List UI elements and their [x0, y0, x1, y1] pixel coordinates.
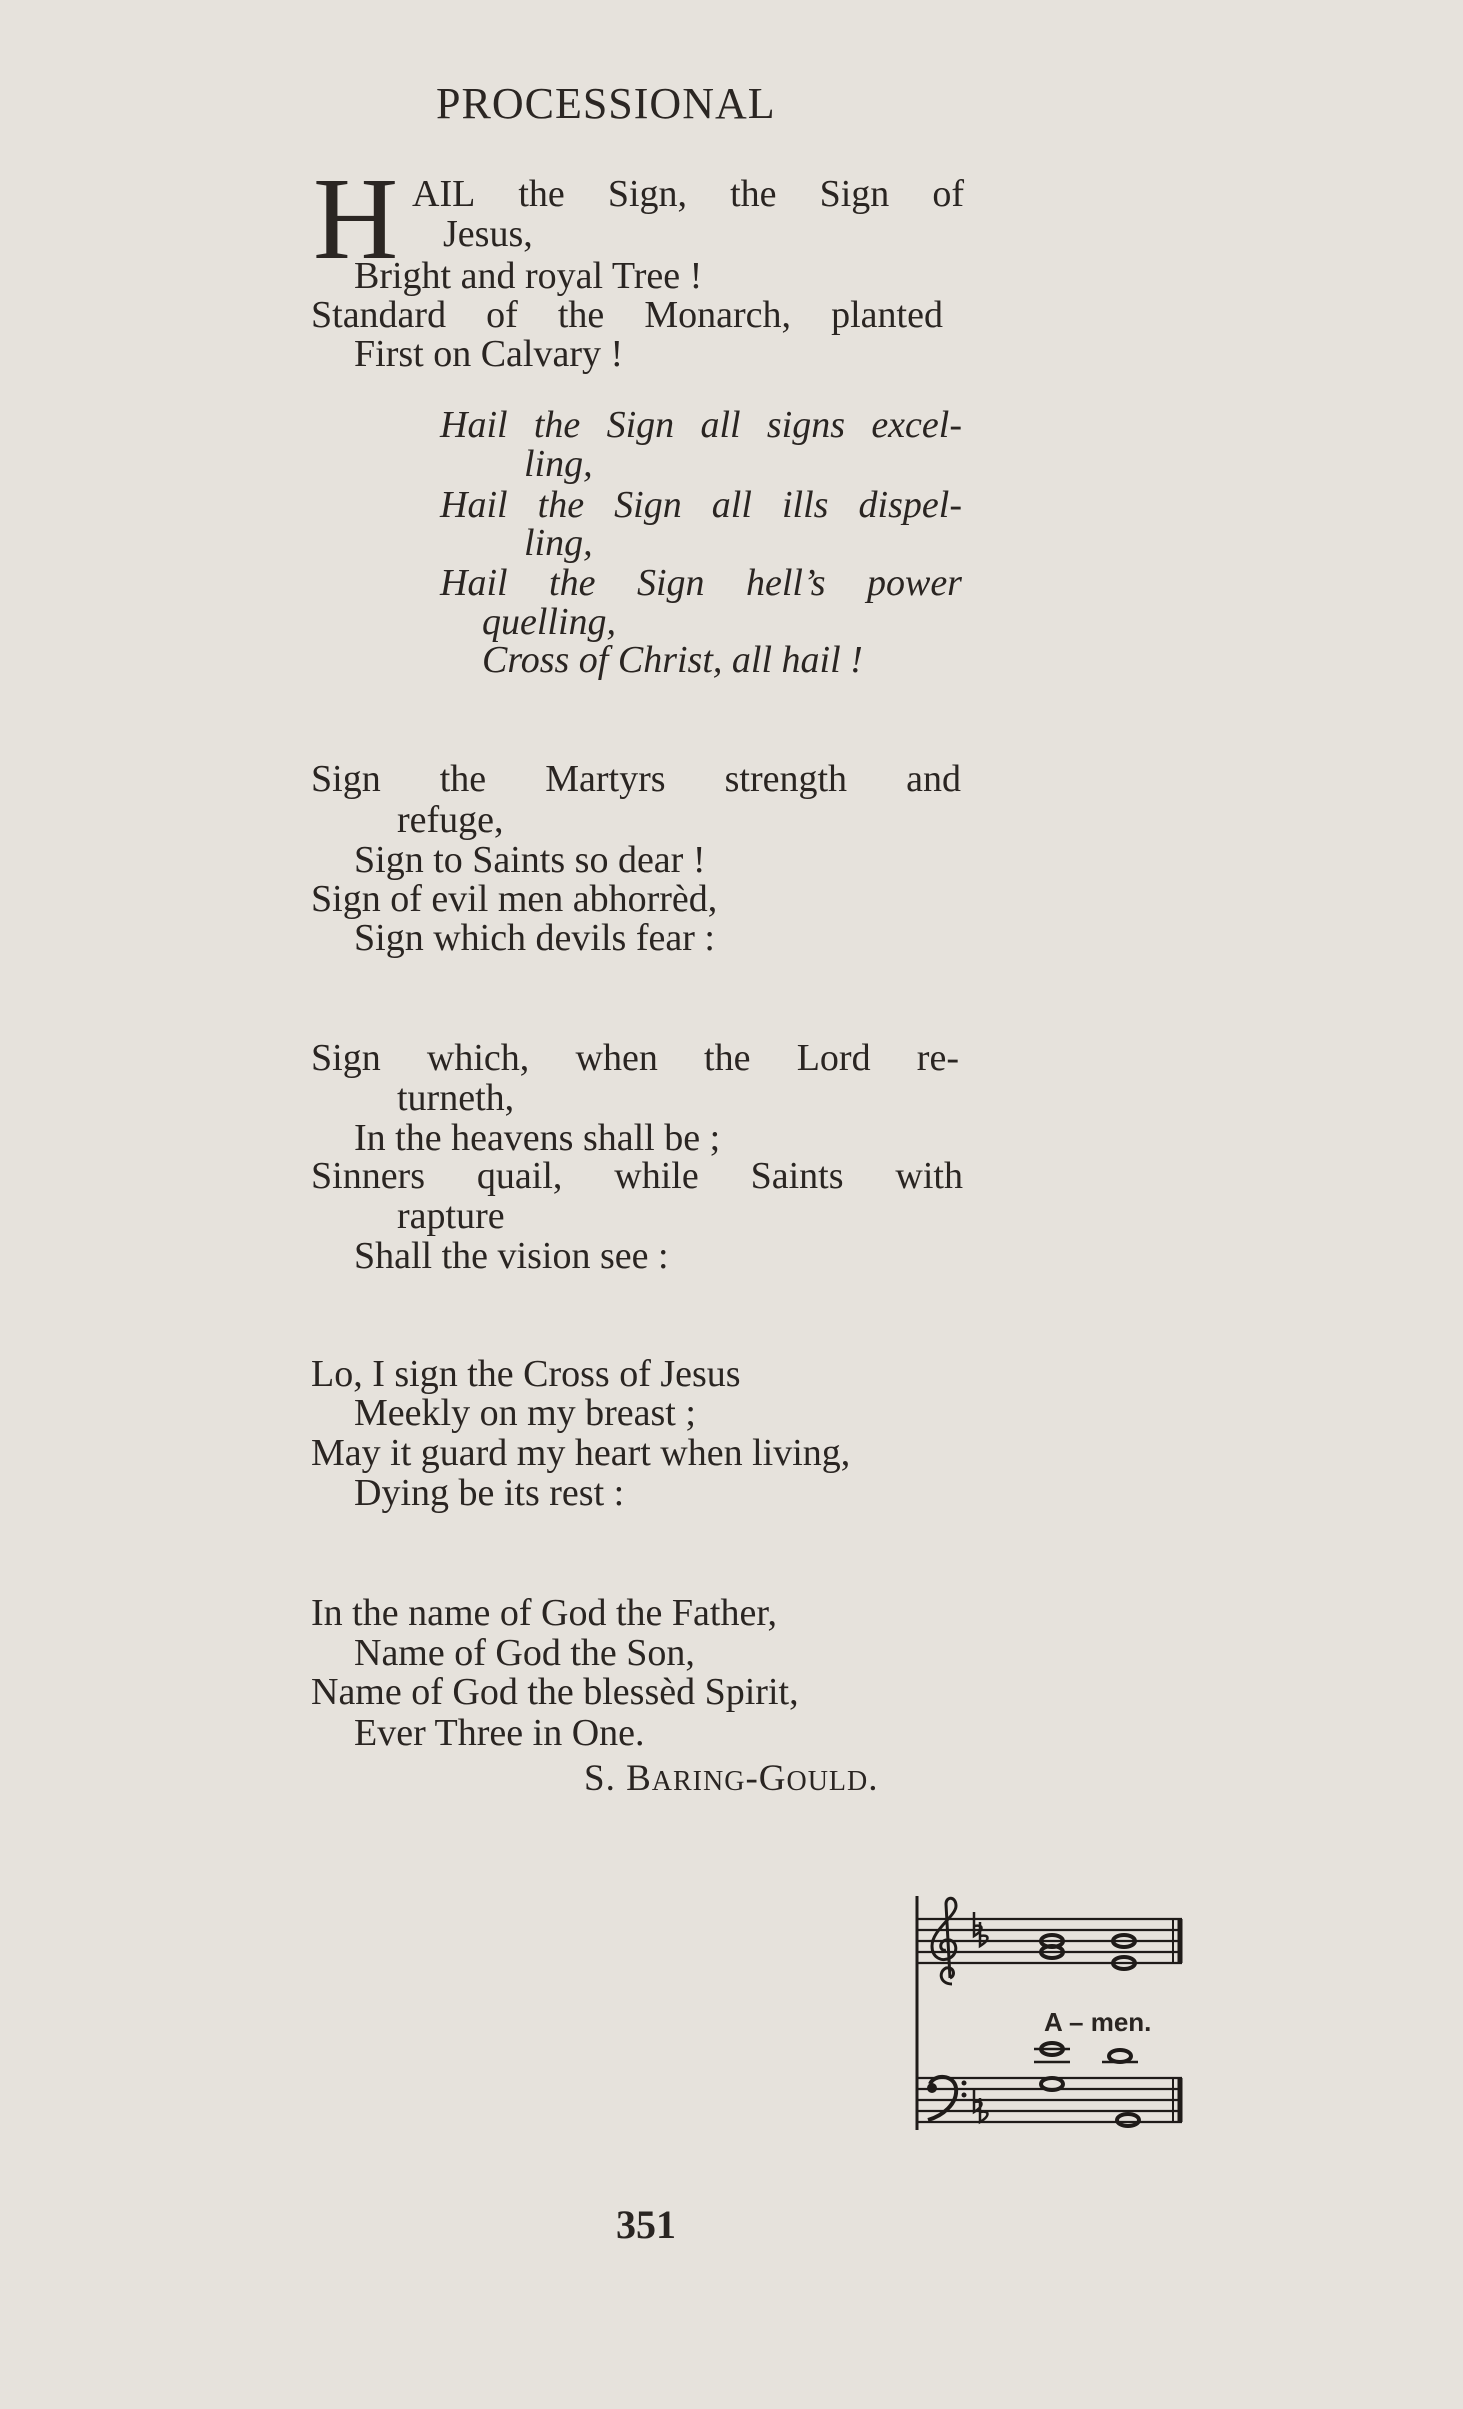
stanza1-line2: Bright and royal Tree !: [354, 255, 703, 297]
stanza3-line3-cont: rapture: [397, 1195, 505, 1237]
stanza4-line1: Lo, I sign the Cross of Jesus: [311, 1353, 741, 1395]
stanza1-line1: AIL the Sign, the Sign of: [412, 173, 964, 215]
refrain-line3-cont: quelling,: [482, 601, 617, 643]
stanza5-line4: Ever Three in One.: [354, 1712, 645, 1754]
page-number: 351: [616, 2202, 676, 2247]
stanza2-line4: Sign which devils fear :: [354, 917, 715, 959]
stanza2-line1: Sign the Martyrs strength and: [311, 758, 961, 800]
refrain-line1: Hail the Sign all signs excel-: [440, 404, 962, 446]
refrain-line3: Hail the Sign hell’s power: [440, 562, 962, 604]
refrain-line1-cont: ling,: [524, 443, 593, 485]
stanza5-line1: In the name of God the Father,: [311, 1592, 777, 1634]
stanza1-line4: First on Calvary !: [354, 333, 624, 375]
refrain-line4: Cross of Christ, all hail !: [482, 639, 863, 681]
stanza2-line1-cont: refuge,: [397, 799, 504, 841]
stanza2-line3: Sign of evil men abhorrèd,: [311, 878, 718, 920]
amen-lyric: A – men.: [1044, 2007, 1152, 2037]
drop-cap: H: [313, 153, 399, 284]
stanza1-line3: Standard of the Monarch, planted: [311, 294, 943, 336]
stanza3-line2: In the heavens shall be ;: [354, 1117, 721, 1159]
stanza3-line3: Sinners quail, while Saints with: [311, 1155, 963, 1197]
stanza4-line4: Dying be its rest :: [354, 1472, 625, 1514]
stanza1-line1-cont: Jesus,: [443, 213, 533, 255]
stanza5-line3: Name of God the blessèd Spirit,: [311, 1671, 799, 1713]
flat-icon: [980, 1922, 988, 1946]
stanza4-line2: Meekly on my breast ;: [354, 1392, 696, 1434]
stanza3-line1-cont: turneth,: [397, 1077, 515, 1119]
page-title: PROCESSIONAL: [436, 79, 776, 128]
author-attribution: S. BARING-GOULD.: [584, 1758, 879, 1799]
stanza3-line1: Sign which, when the Lord re-: [311, 1037, 959, 1079]
stanza2-line2: Sign to Saints so dear !: [354, 839, 706, 881]
stanza3-line4: Shall the vision see :: [354, 1235, 669, 1277]
stanza4-line3: May it guard my heart when living,: [311, 1432, 851, 1474]
refrain-line2-cont: ling,: [524, 522, 593, 564]
refrain-line2: Hail the Sign all ills dispel-: [440, 484, 962, 526]
stanza5-line2: Name of God the Son,: [354, 1632, 695, 1674]
